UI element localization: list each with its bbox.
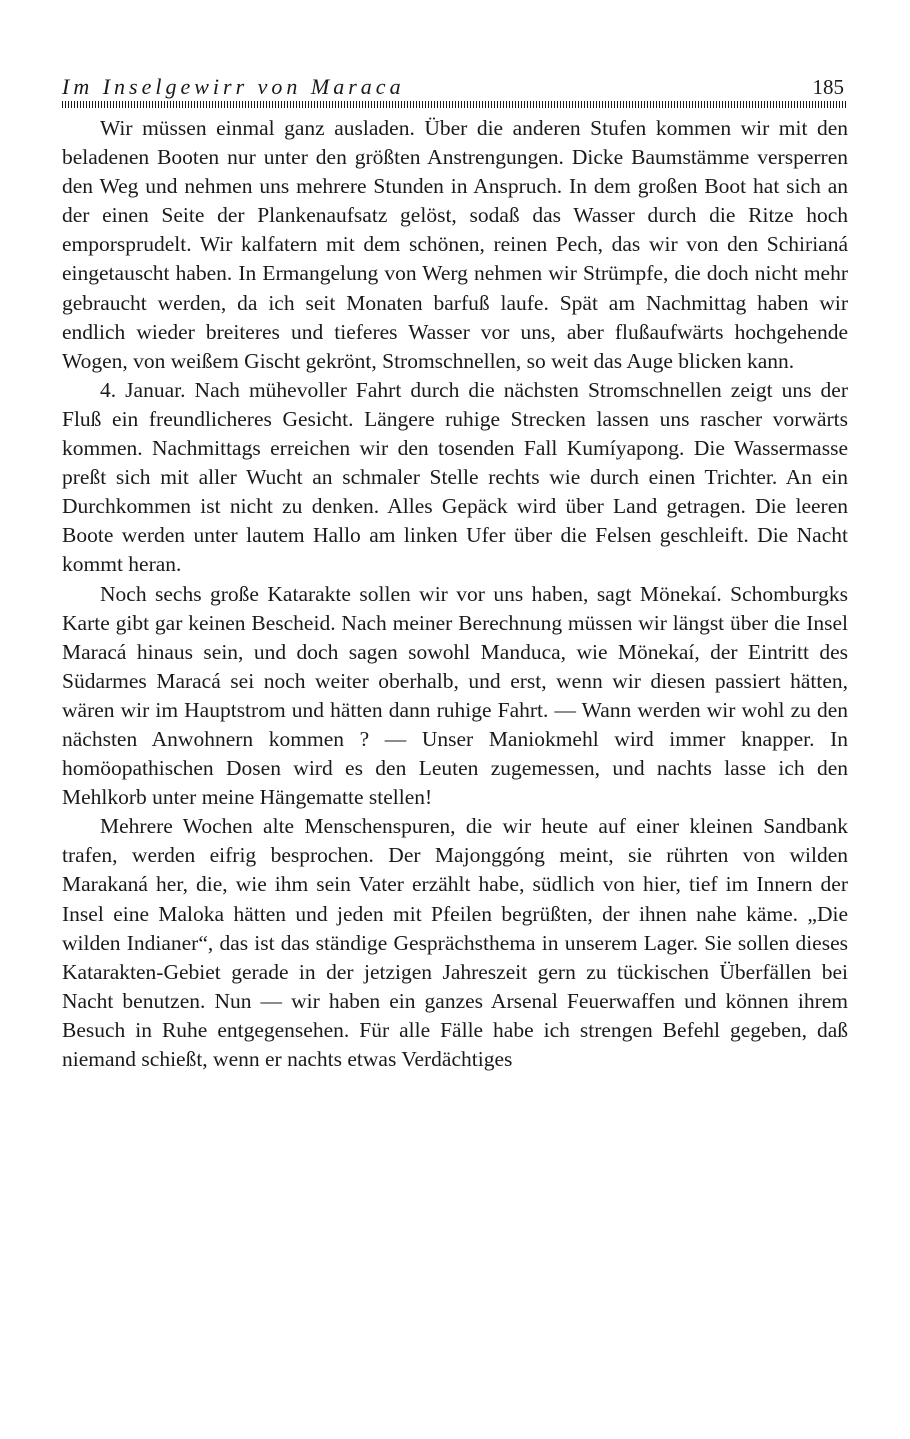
running-header	[62, 74, 848, 100]
paragraph: 4. Januar. Nach mühevoller Fahrt durch die nächsten Stromschnellen zeigt uns der Fluß ein freundlicheres Gesicht. Längere ruhige Strecken lassen uns rascher vorwärts kommen. Nachmittags erreichen wir den tosenden Fall Kumíyapong. Die Wassermasse preßt sich mit aller Wucht an schmaler Stelle rechts wie durch einen Trichter. An ein Durchkommen ist nicht zu denken. Alles Gepäck wird über Land getragen. Die leeren Boote werden unter lautem Hallo am linken Ufer über die Felsen geschleift. Die Nacht kommt heran.	[62, 377, 848, 577]
body-text	[62, 114, 848, 1074]
paragraph: Mehrere Wochen alte Menschenspuren, die wir heute auf einer kleinen Sandbank trafen, werden eifrig besprochen. Der Majonggóng meint, sie rührten von wilden Marakaná her, die, wie ihm sein Vater erzählt habe, südlich von hier, tief im Innern der Insel eine Maloka hätten und jeden mit Pfeilen begrüßten, der ihnen nahe käme. „Die wilden Indianer“, das ist das ständige Gesprächsthema in unserem Lager. Sie sollen dieses Katarakten-Gebiet gerade in der jetzigen Jahreszeit gern zu tückischen Überfällen bei Nacht benutzen. Nun — wir haben ein ganzes Arsenal Feuerwaffen und können ihrem Besuch in Ruhe entgegensehen. Für alle Fälle habe ich strengen Befehl gegeben, daß niemand schießt, wenn er nachts etwas Verdächtiges	[62, 814, 848, 1071]
page-number: 185	[812, 75, 844, 99]
header-rule	[62, 101, 848, 108]
book-page	[62, 74, 848, 1074]
paragraph: Wir müssen einmal ganz ausladen. Über die anderen Stufen kommen wir mit den beladenen Booten nur unter den größten Anstrengungen. Dicke Baumstämme versperren den Weg und nehmen uns mehrere Stunden in Anspruch. In dem großen Boot hat sich an der einen Seite der Plankenaufsatz gelöst, sodaß das Wasser durch die Ritze hoch emporsprudelt. Wir kalfatern mit dem schönen, reinen Pech, das wir von den Schirianá eingetauscht haben. In Ermangelung von Werg nehmen wir Strümpfe, die doch nicht mehr gebraucht werden, da ich seit Monaten barfuß laufe. Spät am Nachmittag haben wir endlich wieder breiteres und tieferes Wasser vor uns, aber flußaufwärts hochgehende Wogen, von weißem Gischt gekrönt, Stromschnellen, so weit das Auge blicken kann.	[62, 116, 848, 373]
paragraph: Noch sechs große Katarakte sollen wir vor uns haben, sagt Mönekaí. Schomburgks Karte gibt gar keinen Bescheid. Nach meiner Berechnung müssen wir längst über die Insel Maracá hinaus sein, und doch sagen sowohl Manduca, wie Mönekaí, der Eintritt des Südarmes Maracá sei noch weiter oberhalb, und erst, wenn wir diesen passiert hätten, wären wir im Hauptstrom und hätten dann ruhige Fahrt. — Wann werden wir wohl zu den nächsten Anwohnern kommen ? — Unser Maniokmehl wird immer knapper. In homöopathischen Dosen wird es den Leuten zugemessen, und nachts lasse ich den Mehlkorb unter meine Hängematte stellen!	[62, 581, 848, 810]
running-head-title: Im Inselgewirr von Maraca	[62, 74, 405, 99]
